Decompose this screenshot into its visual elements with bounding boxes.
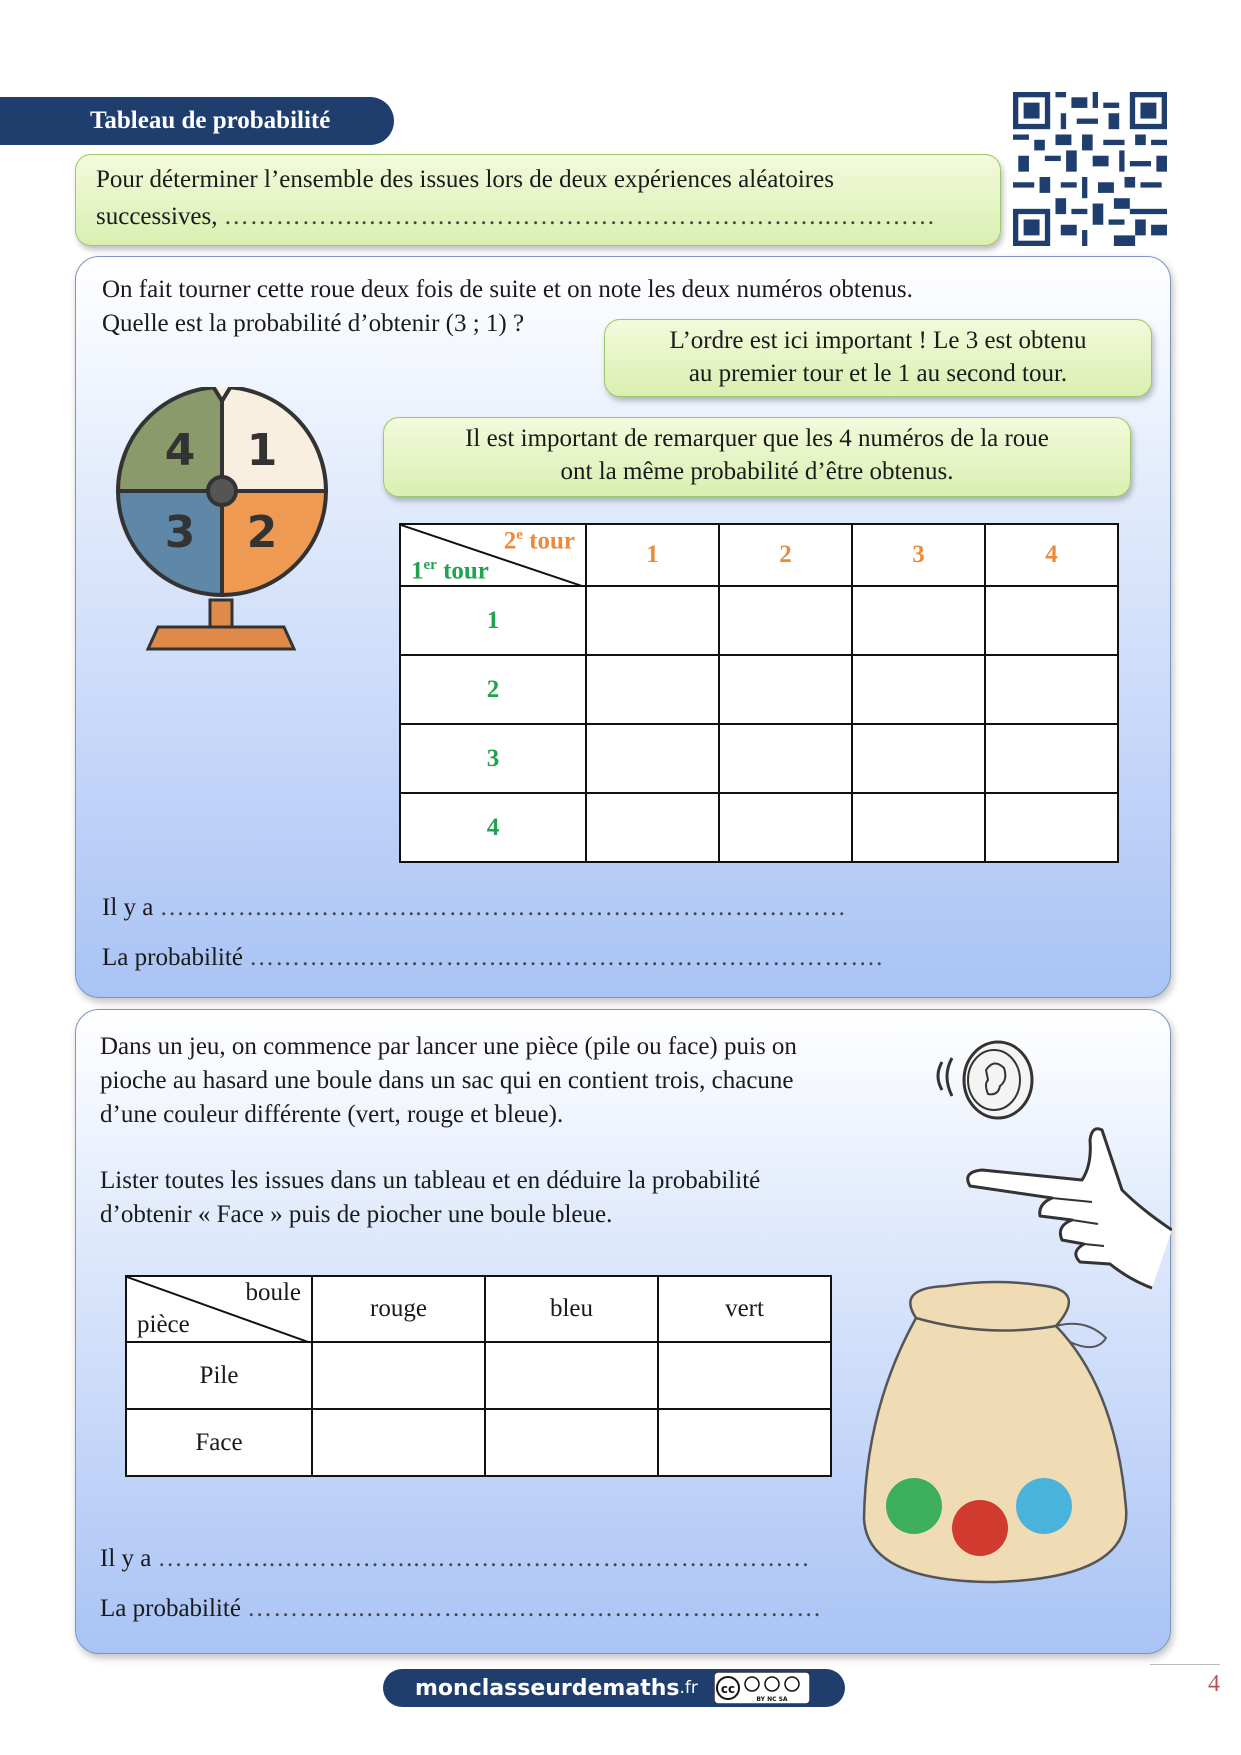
exercise2-p1-line3: d’une couleur différente (vert, rouge et bleue).: [100, 1101, 564, 1128]
exercise1-answer2: [102, 941, 883, 975]
table1-cell[interactable]: [852, 793, 985, 862]
table1-cell[interactable]: [985, 586, 1118, 655]
col-header-rest: tour: [522, 527, 575, 555]
wheel-number-4: 4: [164, 425, 196, 476]
hand-illustration: [952, 1120, 1172, 1290]
table2-cell[interactable]: [312, 1342, 485, 1409]
exercise2-statement: [100, 1030, 797, 1232]
exercise2-answer1: [100, 1542, 811, 1576]
svg-text:cc: cc: [720, 1682, 736, 1696]
intro-line1: Pour déterminer l’ensemble des issues lors de deux expériences aléatoires: [96, 166, 834, 193]
table1-cell[interactable]: [586, 586, 719, 655]
wheel-stand: [210, 600, 232, 627]
table1-col-4: 4: [985, 524, 1118, 586]
table1-col-3: 3: [852, 524, 985, 586]
footer-tld: .fr: [679, 1678, 698, 1698]
table1-cell[interactable]: [719, 724, 852, 793]
wheel-base: [148, 627, 294, 649]
col-header-sup: e: [516, 527, 523, 543]
table1-cell[interactable]: [852, 586, 985, 655]
answer2-label: La probabilité: [102, 944, 243, 971]
table1-cell[interactable]: [586, 724, 719, 793]
table2-cell[interactable]: [658, 1342, 831, 1409]
bag-illustration: [856, 1278, 1136, 1588]
table2-corner-cell: [126, 1276, 312, 1342]
table2-col-header: boule: [245, 1279, 301, 1306]
table1-col-1: 1: [586, 524, 719, 586]
page-number: 4: [1150, 1664, 1220, 1698]
wheel-number-3: 3: [164, 507, 196, 558]
table1-cell[interactable]: [719, 793, 852, 862]
table2-row-pile: Pile: [126, 1342, 312, 1409]
table-row: [400, 793, 1118, 862]
exercise2-p2-line2: d’obtenir « Face » puis de piocher une boule bleue.: [100, 1201, 613, 1228]
green-ball-icon: [886, 1478, 942, 1534]
exercise1-line2: Quelle est la probabilité d’obtenir (3 ; 1) ?: [102, 310, 525, 337]
table2-cell[interactable]: [658, 1409, 831, 1476]
license-text: BY NC SA: [756, 1696, 788, 1703]
exercise1-panel: [75, 256, 1171, 998]
intro-line2-text: successives,: [96, 203, 218, 230]
intro-box: [75, 154, 1001, 246]
table1-col-header: [504, 527, 575, 555]
equiprobable-note-line1: Il est important de remarquer que les 4 numéros de la roue: [465, 425, 1049, 452]
table-row: [126, 1342, 831, 1409]
answer1-label: Il y a: [100, 1545, 152, 1572]
exercise2-answer2: [100, 1592, 822, 1626]
table1-cell[interactable]: [586, 655, 719, 724]
answer2-dots[interactable]: …………..……………..…………………………………….: [249, 944, 884, 971]
answer1-dots[interactable]: …………..……………..………………………………………….: [159, 894, 846, 921]
order-note: [604, 319, 1152, 397]
exercise1-line1: On fait tourner cette roue deux fois de suite et on note les deux numéros obtenus.: [102, 276, 913, 303]
row-header-sup: er: [423, 556, 437, 573]
exercise2-p1-line2: pioche au hasard une boule dans un sac qui en contient trois, chacune: [100, 1067, 794, 1094]
creative-commons-icon: [714, 1672, 810, 1704]
table-row: [126, 1409, 831, 1476]
table1-cell[interactable]: [852, 724, 985, 793]
answer2-label: La probabilité: [100, 1595, 241, 1622]
order-note-line2: au premier tour et le 1 au second tour.: [688, 360, 1068, 387]
table1-cell[interactable]: [852, 655, 985, 724]
table2-col-vert: vert: [658, 1276, 831, 1342]
exercise1-answer1: [102, 891, 846, 925]
table1-row-1: 1: [400, 586, 586, 655]
section-title-text: Tableau de probabilité: [90, 107, 331, 134]
table1-row-header: [411, 557, 489, 585]
table2-cell[interactable]: [485, 1409, 658, 1476]
intro-line2: [96, 198, 980, 235]
table1-row-2: 2: [400, 655, 586, 724]
exercise2-panel: [75, 1009, 1171, 1654]
table2-cell[interactable]: [312, 1409, 485, 1476]
table1-row-3: 3: [400, 724, 586, 793]
coin-icon: [928, 1034, 1038, 1124]
order-note-line1: L’ordre est ici important ! Le 3 est obtenu: [669, 327, 1087, 354]
table1-corner-cell: [400, 524, 586, 586]
answer2-dots[interactable]: …………..……………..………………………………: [247, 1595, 823, 1622]
table2-row-face: Face: [126, 1409, 312, 1476]
table2-col-bleu: bleu: [485, 1276, 658, 1342]
table2-col-rouge: rouge: [312, 1276, 485, 1342]
table2-cell[interactable]: [485, 1342, 658, 1409]
answer1-dots[interactable]: …………..……………..………………………………………: [157, 1545, 811, 1572]
footer-site: monclasseurdemaths: [415, 1675, 680, 1701]
intro-fill-dots[interactable]: ……………..……….……………………………………..…………: [223, 203, 936, 230]
section-title: [0, 97, 394, 145]
answer1-label: Il y a: [102, 894, 154, 921]
col-header-base: 2: [503, 527, 517, 555]
table1-cell[interactable]: [719, 655, 852, 724]
table1-cell[interactable]: [985, 793, 1118, 862]
table1-cell[interactable]: [586, 793, 719, 862]
table1-col-2: 2: [719, 524, 852, 586]
exercise2-p1-line1: Dans un jeu, on commence par lancer une pièce (pile ou face) puis on: [100, 1033, 797, 1060]
coin-ball-table: [125, 1275, 832, 1477]
wheel-number-1: 1: [246, 425, 278, 476]
table1-row-4: 4: [400, 793, 586, 862]
red-ball-icon: [952, 1500, 1008, 1556]
spinning-wheel-illustration: [110, 387, 350, 677]
qr-code-icon[interactable]: [1013, 92, 1167, 246]
table1-cell[interactable]: [985, 655, 1118, 724]
equiprobable-note-line2: ont la même probabilité d’être obtenus.: [560, 458, 954, 485]
table-row: [400, 655, 1118, 724]
exercise2-p2-line1: Lister toutes les issues dans un tableau et en déduire la probabilité: [100, 1167, 761, 1194]
table1-cell[interactable]: [719, 586, 852, 655]
wheel-number-2: 2: [246, 507, 278, 558]
equiprobable-note: [383, 417, 1131, 497]
row-header-base: 1: [411, 557, 424, 584]
blue-ball-icon: [1016, 1478, 1072, 1534]
wheel-outcome-table: [399, 523, 1119, 863]
table-row: [400, 724, 1118, 793]
wheel-hub: [208, 477, 236, 505]
row-header-rest: tour: [436, 557, 489, 584]
table1-cell[interactable]: [985, 724, 1118, 793]
table2-row-header: pièce: [137, 1311, 190, 1338]
table-row: [400, 586, 1118, 655]
